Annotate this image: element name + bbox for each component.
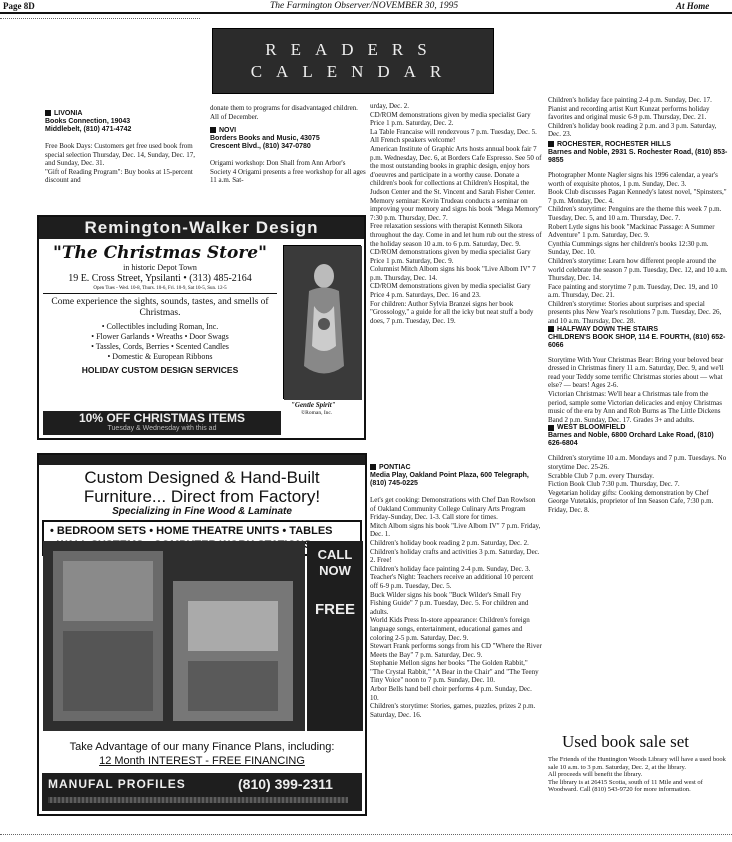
section-heading-novi: NOVI Borders Books and Music, 43075 Crescent Blvd., (810) 347-0780 xyxy=(210,127,320,151)
footer-dotted-rule xyxy=(0,834,732,835)
used-book-sale-body: The Friends of the Huntington Woods Library will have a used book sale 10 a.m. to 3 p.m. Saturday, Dec. 2, at the library. All proceeds will benefit the library. The library is at 26415 Scotia, south of 11 Mile and west of Woodward. Call (810) 543-9720 for more information. xyxy=(548,756,726,793)
col4-body-2: Photographer Monte Nagler signs his 1996 calendar, a year's worth of exquisite photos, 1 p.m. Sunday, Dec. 3. Book Club discusses Pagan Kennedy's latest novel, "Spinsters," 7 p.m. Monday, Dec. 4. Children's storytime: Penguins are the theme this week 7 p.m. Tuesday, Dec. 5, and 10 a.m. Thursday, Dec. 7. Robert Lytle signs his book "Mackinac Passage: A Summer Adventure" 1 p.m. Saturday, Dec. 9. Cynthia Cummings signs her children's books 12:30 p.m. Sunday, Dec. 10. Children's storytime: Learn how different people around the world celebrate the season 7 p.m. Tuesday, Dec. 12, and 10 a.m. Thursday, Dec. 14. Face painting and storytime 7 p.m. Tuesday, Dec. 19, and 10 a.m. Thursday, Dec. 21. Children's storytime: Stories about surprises and special presents plus New Year's resolutions 7 p.m. Tuesday, Dec. 26, and 10 a.m. Thursday, Dec. 28. xyxy=(548,170,728,326)
page-number: Page 8D xyxy=(3,1,35,11)
ad1-sub: in historic Depot Town xyxy=(123,263,197,272)
ad2-top-bar xyxy=(39,455,365,465)
section-heading-pontiac: PONTIAC Media Play, Oakland Point Plaza, 600 Telegraph, (810) 745-0225 xyxy=(370,464,529,487)
call-now-panel xyxy=(307,541,363,731)
ad1-store-name: "The Christmas Store" xyxy=(53,243,267,263)
section-heading-halfway: HALFWAY DOWN THE STAIRS CHILDREN'S BOOK SHOP, 114 E. FOURTH, (810) 652-6066 xyxy=(548,325,726,349)
ad1-promo-box xyxy=(43,411,281,435)
readers-calendar-banner xyxy=(212,28,494,94)
dotted-rule xyxy=(0,18,200,19)
ad1-services: HOLIDAY CUSTOM DESIGN SERVICES xyxy=(81,365,239,375)
used-book-sale-title: Used book sale set xyxy=(562,732,690,751)
ad2-footer xyxy=(42,773,362,811)
furniture-photo xyxy=(43,541,305,731)
ad1-hours: Open Tues - Wed. 10-8, Thurs. 10-6, Fri. 10-9, Sat 10-5, Sun. 12-5 xyxy=(43,285,277,294)
ad1-title: Remington-Walker Design xyxy=(39,217,364,239)
furniture-ad xyxy=(37,453,367,816)
col1-body: Free Book Days: Customers get free used book from special selection Thursday, Dec. 14, Sunday, Dec. 17, and Sunday, Dec. 31. "Gift of Reading Program": Buy books at 15-percent discount and xyxy=(45,142,196,185)
section-name: At Home xyxy=(676,1,710,11)
ad2-bullets-1: • BEDROOM SETS • HOME THEATRE UNITS • TABLES xyxy=(50,525,333,537)
ad1-caption: "Gentle Spirit" xyxy=(291,401,336,409)
section-heading-rochester: ROCHESTER, ROCHESTER HILLS Barnes and Noble, 2931 S. Rochester Road, (810) 853-9855 xyxy=(548,140,728,164)
col4-body-4: Children's storytime 10 a.m. Mondays and 7 p.m. Tuesdays. No storytime Dec. 25-26. Scrabble Club 7 p.m. every Thursday. Fiction Book Club 7:30 p.m. Thursday, Dec. 7. Vegetarian holiday gifts: Cooking demonstration by Chef George Vutetakis, proprietor of Inn Season Cafe, 7:30 p.m. Friday, Dec. 8. xyxy=(548,454,727,514)
ad1-promo: 10% OFF CHRISTMAS ITEMS xyxy=(78,411,245,425)
column-1-top xyxy=(45,110,205,210)
ad2-headline: Custom Designed & Hand-Built Furniture... Direct from Factory! xyxy=(83,468,321,506)
section-heading-livonia: LIVONIA Books Connection, 19043 Middlebelt, (810) 471-4742 xyxy=(45,110,132,133)
ad1-credit: ©Roman, Inc. xyxy=(301,410,333,416)
banner-line-1: READERS xyxy=(265,40,441,59)
ad2-finance-2: 12 Month INTEREST - FREE FINANCING xyxy=(99,755,305,767)
header-rule xyxy=(0,12,732,14)
col4-body-3: Storytime With Your Christmas Bear: Bring your beloved bear dressed in Christmas finery 11 a.m. Saturday, Dec. 9, and we'll read your Teddy some terrific Christmas stories about — what else? — bears! Ages 2-6. Victorian Christmas: We'll hear a Christmas tale from the period, sample some Victorian delicacies and enjoy Christmas music of the era by Ann and Rob Burns as The Little Dickens Band 2 p.m. Sunday, Dec. 17. Grades 3+ and adults. xyxy=(548,355,724,424)
paper-date: The Farmington Observer/NOVEMBER 30, 1995 xyxy=(270,1,459,11)
ad2-phone: (810) 399-2311 xyxy=(238,776,333,792)
ad2-finance: Take Advantage of our many Finance Plans, including: xyxy=(69,741,335,753)
banner-line-2: CALENDAR xyxy=(250,62,456,81)
col4-body-1: Children's holiday face painting 2-4 p.m. Sunday, Dec. 17. Pianist and recording artist Kurt Kunzat performs holiday favorites and original music 6-9 p.m. Thursday, Dec. 21. Children's holiday book reading 2 p.m. and 3 p.m. Saturday, Dec. 23. xyxy=(548,96,717,139)
remington-walker-ad xyxy=(37,215,366,440)
section-heading-west-bloomfield: WEST BLOOMFIELD Barnes and Noble, 6800 Orchard Lake Road, (810) 626-6804 xyxy=(548,424,714,448)
ad1-invite: Come experience the sights, sounds, tastes, and smells of Christmas. xyxy=(51,297,269,318)
ad1-items: • Collectibles including Roman, Inc. • Flower Garlands • Wreaths • Door Swags • Tassles, Cords, Berries • Scented Candles • Domestic & European Ribbons xyxy=(91,322,229,361)
ad2-call: CALL NOW xyxy=(317,547,353,578)
ad2-free: FREE xyxy=(314,601,355,618)
ad1-address: 19 E. Cross Street, Ypsilanti • (313) 485-2164 xyxy=(68,273,252,284)
ad2-company: MANUFAL PROFILES xyxy=(48,777,186,791)
column-2-top xyxy=(210,104,368,210)
col3-body: Let's get cooking: Demonstrations with Chef Dan Rowlson of Oakland Community College Culinary Arts Program Friday-Sunday, Dec. 1-3. Call store for times. Mitch Albom signs his book "Live Albom IV" 7 p.m. Friday, Dec. 1. Children's holiday book reading 2 p.m. Saturday, Dec. 2. Children's holiday crafts and activities 3 p.m. Saturday, Dec. 2. Free! Children's holiday face painting 2-4 p.m. Sunday, Dec. 3. Teacher's Night: Teachers receive an additional 10 percent off 6-9 p.m. Tuesday, Dec. 5. Buck Wilder signs his book "Buck Wilder's Small Fry Fishing Guide" 7 p.m. Tuesday, Dec. 5. For children and adults. World Kids Press In-store appearance: Children's foreign language songs, entertainment, educational games and coloring 2-5 p.m. Saturday, Dec. 9. Stewart Frank performs songs from his CD "Where the River Meets the Bay" 7 p.m. Saturday, Dec. 9. Stephanie Mellon signs her books "The Golden Rabbit," "The Crystal Rabbit," "A Bear in the Chair" and "The Teeny Tiny Voice" noon to 7 p.m. Sunday, Dec. 10. Arbor Bells hand bell choir performs 4 p.m. Sunday, Dec. 10. Children's storytime: Stories, games, puzzles, prizes 2 p.m. Saturday, Dec. 16. xyxy=(370,496,542,719)
column-4 xyxy=(548,96,728,736)
gentle-spirit-figurine-image xyxy=(283,245,361,399)
ad1-body xyxy=(43,243,277,403)
ad2-tagline: Specializing in Fine Wood & Laminate xyxy=(112,506,292,517)
col2-body-1: donate them to programs for disadvantaged children. All of December. xyxy=(210,104,358,121)
column-3-top: urday, Dec. 2. CD/ROM demonstrations given by media specialist Gary Price 1 p.m. Saturday, Dec. 2. La Table Francaise will rendezvous 7 p.m. Tuesday, Dec. 5. All French speakers welcome! American Institute of Graphic Arts hosts annual book fair 7 p.m. Wednesday, Dec. 6, at Borders Cafe Espresso. See 50 of the most outstanding books in graphic design, enjoy hors d'oeuvres and participate in a worthy cause. Donate a children's book for collections at Children's Hospital, the Judson Center and the St. Vincent and Sarah Fisher Center. Memory seminar: Kevin Trudeau conducts a seminar on improving your memory and signs his book "Mega Memory" 7:30 p.m. Thursday, Dec. 7. Free relaxation sessions with therapist Kenneth Sikora throughout the day. Come in and let hum rub out the stress of the holiday season 10 a.m. to 6 p.m. Saturday, Dec. 9. CD/ROM demonstrations given by media specialist Gary Price 1 p.m. Saturday, Dec. 9. Columnist Mitch Albom signs his book "Live Albom IV" 7 p.m. Thursday, Dec. 14. CD/ROM demonstrations given by media specialist Gary Price 4 p.m. Saturdays, Dec. 16 and 23. For children: Author Sylvia Branzei signs her book "Grossology," a guide for all the icky but neat stuff a body does, 7 p.m. Tuesday, Dec. 19. xyxy=(370,102,542,325)
ad1-promo-sub: Tuesday & Wednesday with this ad xyxy=(107,425,217,432)
col2-body-2: Origami workshop: Don Shall from Ann Arbor's Society 4 Origami presents a free workshop for all ages 11 a.m. Sat- xyxy=(210,159,366,185)
ad2-fineprint xyxy=(48,797,348,803)
column-3-bottom xyxy=(370,464,542,824)
